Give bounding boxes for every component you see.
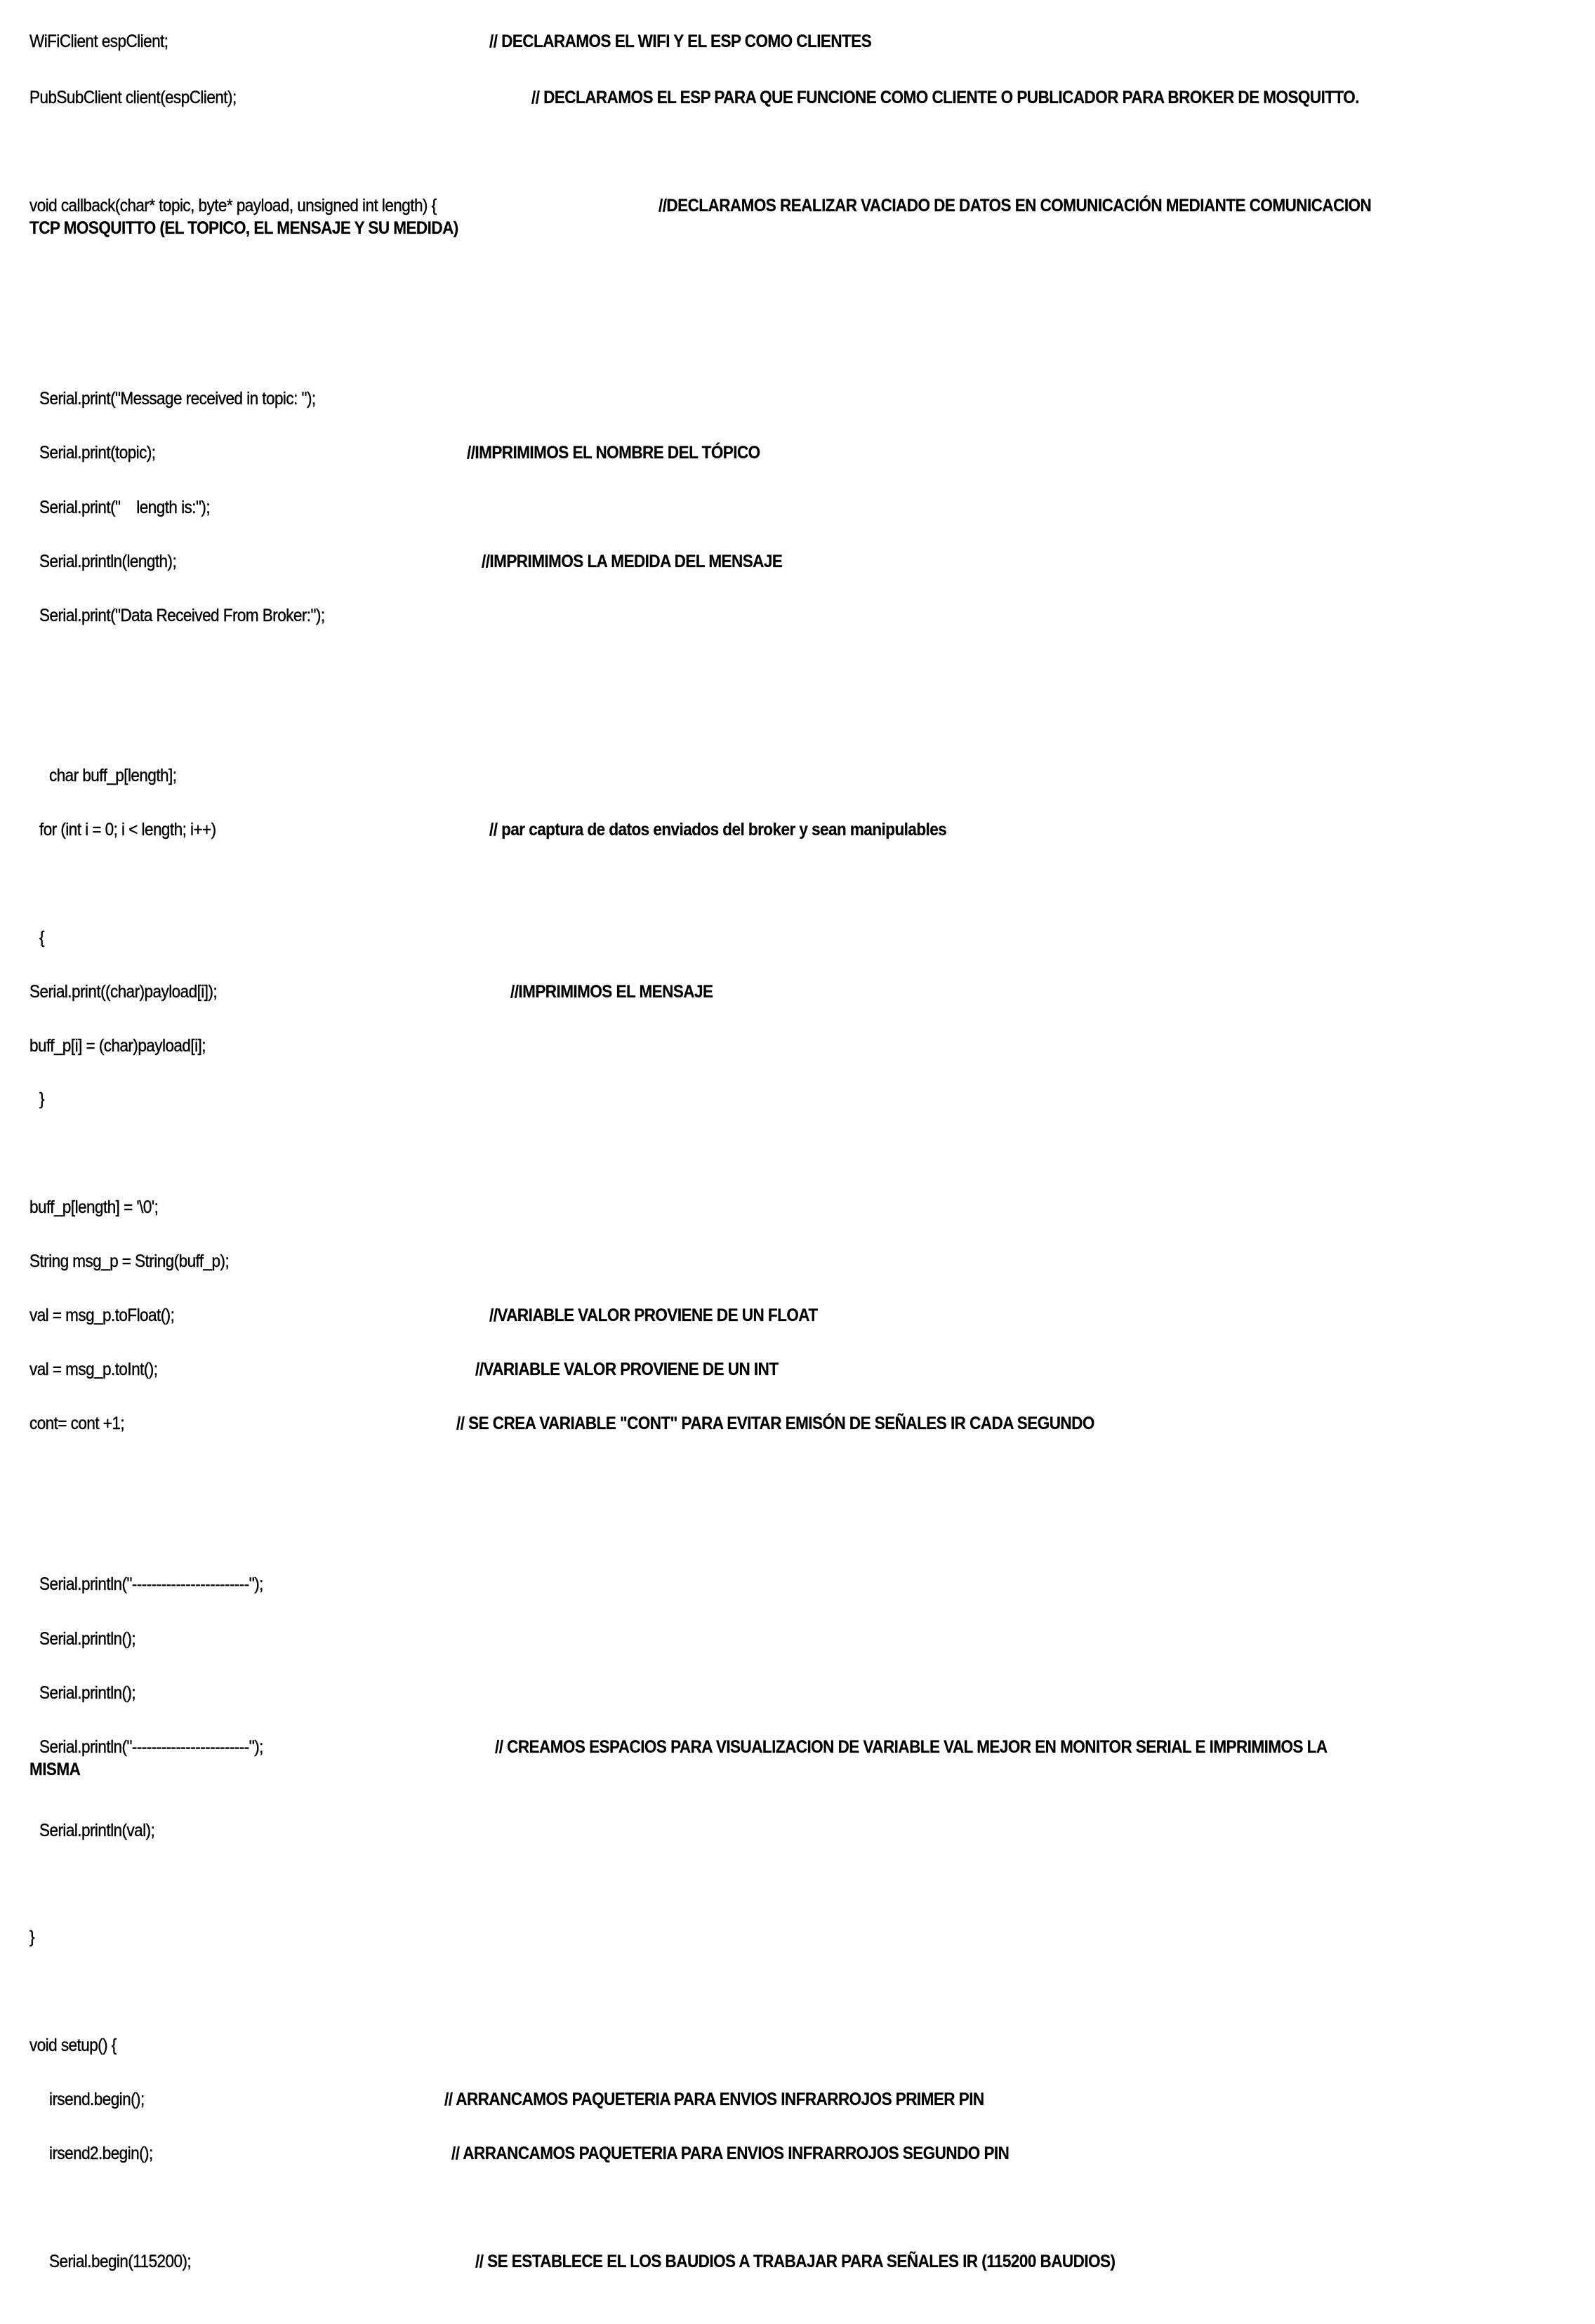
- code-line: }: [39, 1089, 44, 1109]
- code-line: char buff_p[length];: [49, 766, 177, 785]
- code-comment: // ARRANCAMOS PAQUETERIA PARA ENVIOS INFRARROJOS PRIMER PIN: [444, 2090, 984, 2109]
- code-comment: // DECLARAMOS EL ESP PARA QUE FUNCIONE COMO CLIENTE O PUBLICADOR PARA BROKER DE MOSQUITTO.: [531, 88, 1359, 107]
- code-comment: //DECLARAMOS REALIZAR VACIADO DE DATOS EN COMUNICACIÓN MEDIANTE COMUNICACION: [658, 196, 1372, 215]
- code-comment-continuation: MISMA: [29, 1760, 81, 1779]
- code-comment: //IMPRIMIMOS EL MENSAJE: [510, 982, 713, 1002]
- code-comment: //VARIABLE VALOR PROVIENE DE UN INT: [475, 1360, 779, 1379]
- code-line: Serial.println(length);: [39, 552, 177, 571]
- code-line: WiFiClient espClient;: [29, 32, 168, 51]
- code-comment: // SE CREA VARIABLE "CONT" PARA EVITAR EMISÓN DE SEÑALES IR CADA SEGUNDO: [456, 1414, 1094, 1433]
- code-line: val = msg_p.toInt();: [29, 1360, 158, 1379]
- code-line: }: [29, 1927, 34, 1947]
- code-line: Serial.println(val);: [39, 1821, 155, 1840]
- code-comment: //VARIABLE VALOR PROVIENE DE UN FLOAT: [489, 1306, 818, 1325]
- code-line: irsend.begin();: [49, 2090, 145, 2109]
- code-line: void setup() {: [29, 2036, 117, 2055]
- code-comment: // DECLARAMOS EL WIFI Y EL ESP COMO CLIENTES: [489, 32, 872, 51]
- code-line: Serial.print("Data Received From Broker:");: [39, 606, 325, 625]
- code-comment: // par captura de datos enviados del broker y sean manipulables: [489, 820, 947, 839]
- code-line: Serial.println();: [39, 1629, 136, 1649]
- code-line: buff_p[i] = (char)payload[i];: [29, 1036, 206, 1056]
- code-line: String msg_p = String(buff_p);: [29, 1251, 230, 1271]
- code-line: for (int i = 0; i < length; i++): [39, 820, 216, 839]
- code-line: irsend2.begin();: [49, 2144, 153, 2163]
- code-line: {: [39, 928, 44, 948]
- code-line: PubSubClient client(espClient);: [29, 88, 237, 107]
- code-line: val = msg_p.toFloat();: [29, 1306, 175, 1325]
- code-line: Serial.println("------------------------");: [39, 1737, 263, 1757]
- code-line: Serial.println("------------------------");: [39, 1574, 263, 1594]
- code-line: Serial.println();: [39, 1683, 136, 1703]
- code-line: Serial.begin(115200);: [49, 2252, 192, 2271]
- code-comment: // ARRANCAMOS PAQUETERIA PARA ENVIOS INFRARROJOS SEGUNDO PIN: [451, 2144, 1010, 2163]
- code-comment: // SE ESTABLECE EL LOS BAUDIOS A TRABAJAR PARA SEÑALES IR (115200 BAUDIOS): [475, 2252, 1116, 2271]
- code-line: buff_p[length] = '\0';: [29, 1197, 159, 1217]
- code-line: void callback(char* topic, byte* payload, unsigned int length) {: [29, 196, 437, 215]
- code-comment: // CREAMOS ESPACIOS PARA VISUALIZACION DE VARIABLE VAL MEJOR EN MONITOR SERIAL E IMPRIMIMOS LA: [495, 1737, 1328, 1757]
- code-line: Serial.print(topic);: [39, 443, 156, 463]
- code-line: Serial.print(" length is:");: [39, 498, 211, 517]
- code-comment-continuation: TCP MOSQUITTO (EL TOPICO, EL MENSAJE Y SU MEDIDA): [29, 218, 458, 238]
- code-line: Serial.print("Message received in topic: ");: [39, 389, 316, 409]
- code-line: cont= cont +1;: [29, 1414, 125, 1433]
- code-comment: //IMPRIMIMOS EL NOMBRE DEL TÓPICO: [467, 443, 760, 463]
- code-comment: //IMPRIMIMOS LA MEDIDA DEL MENSAJE: [482, 552, 783, 571]
- code-line: Serial.print((char)payload[i]);: [29, 982, 218, 1002]
